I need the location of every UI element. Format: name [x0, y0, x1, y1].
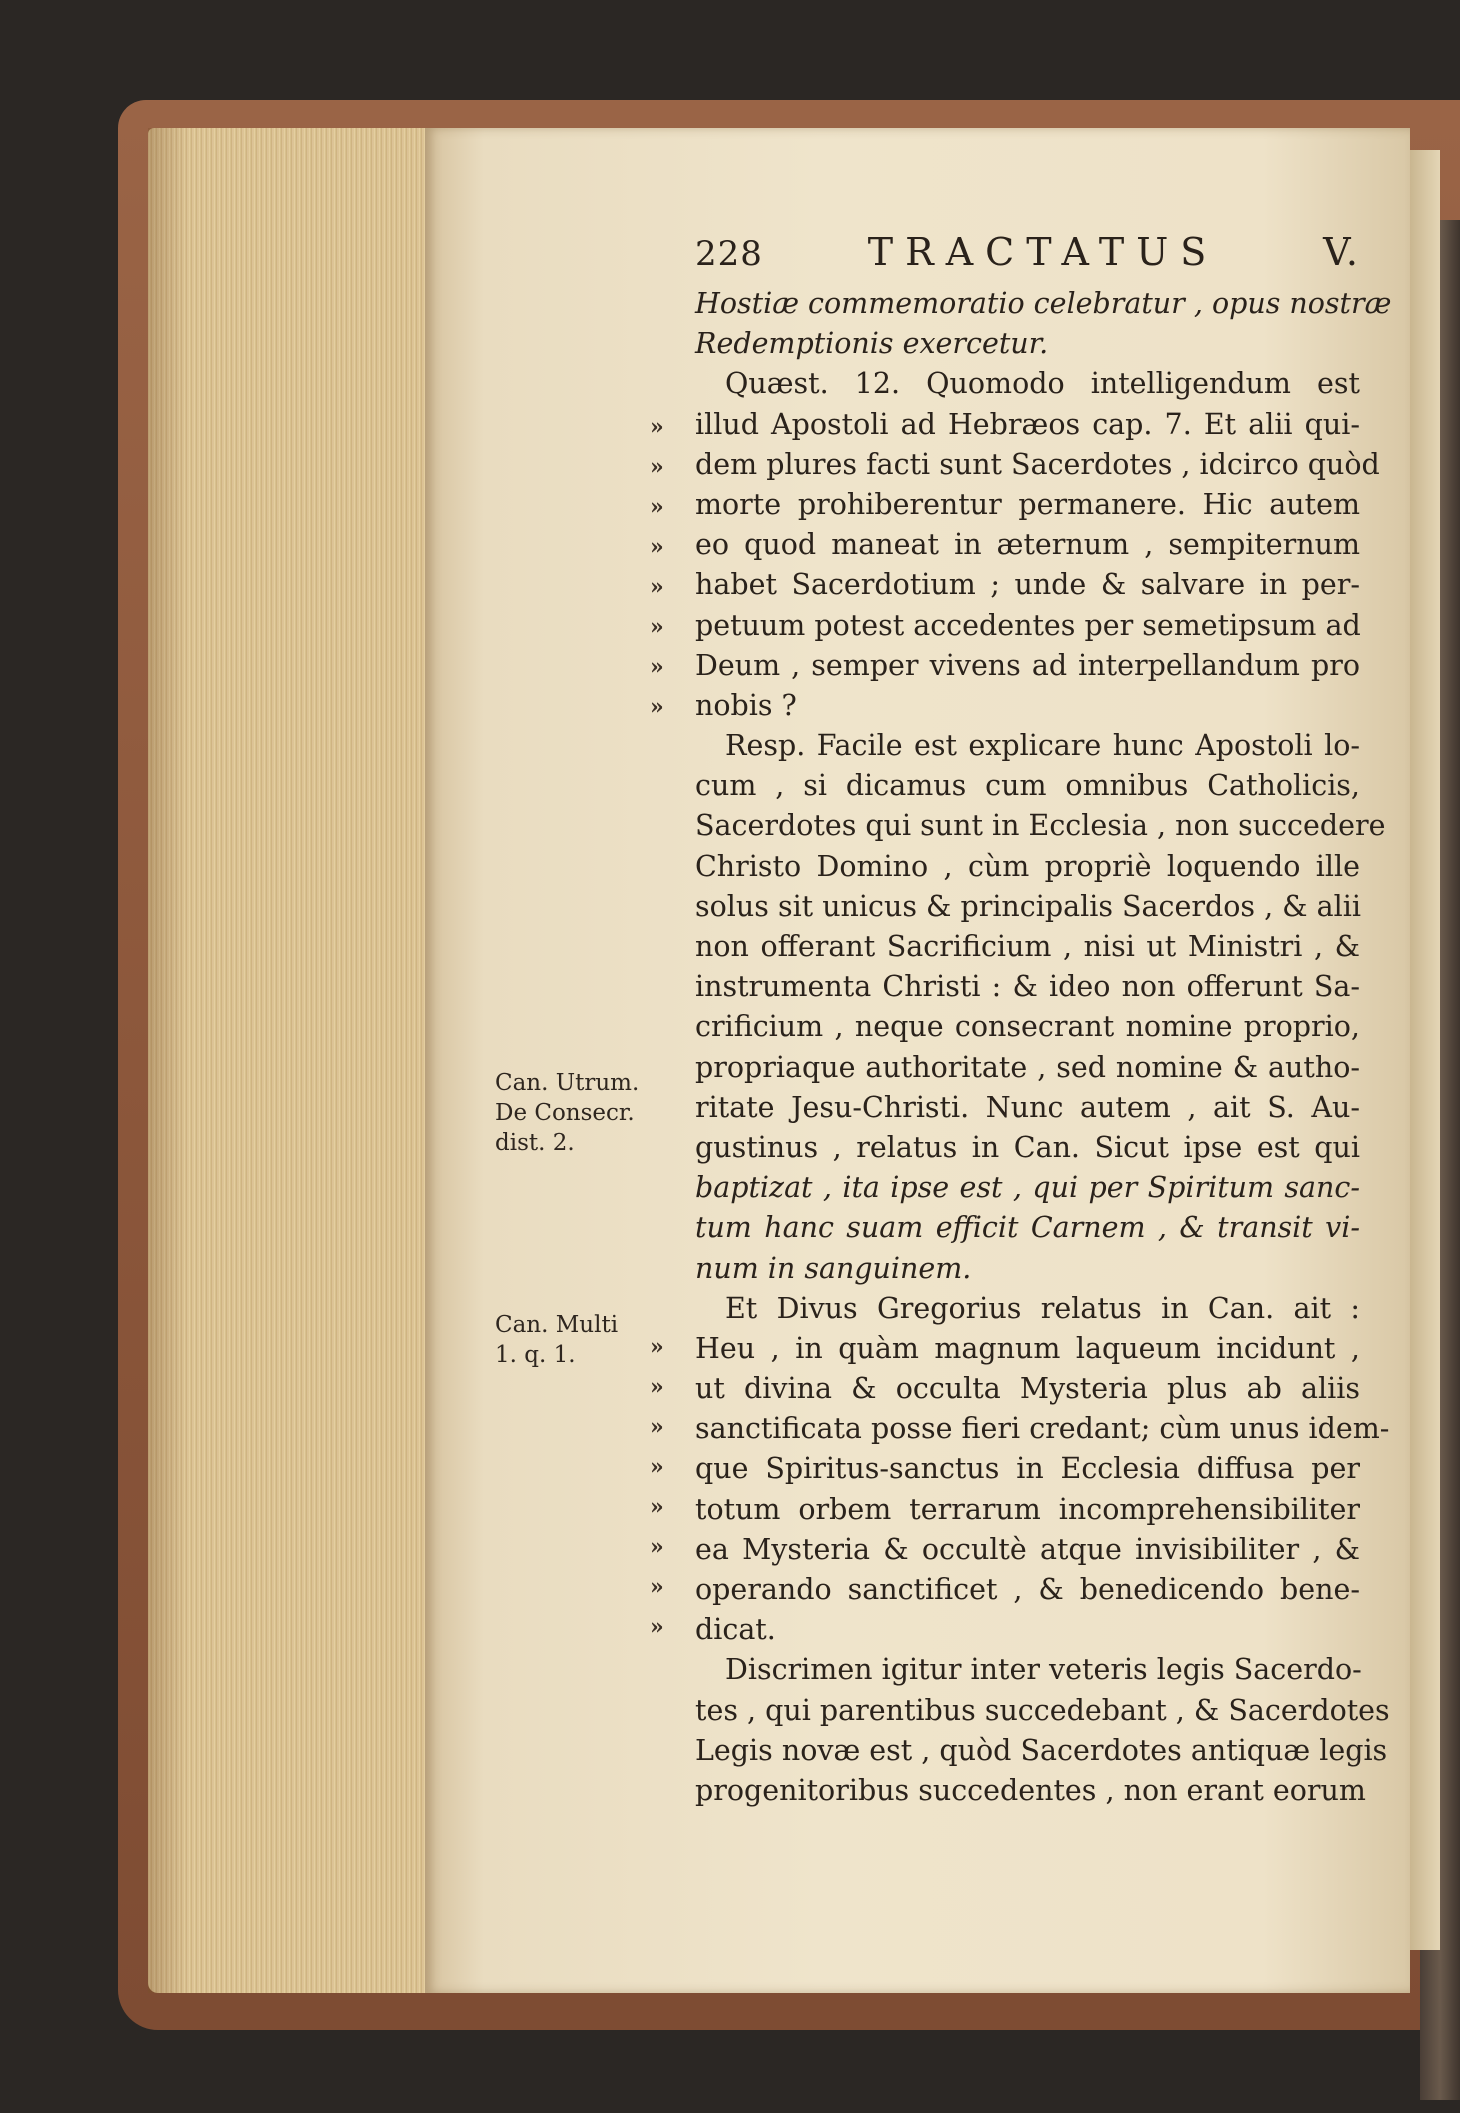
- text-line: illud Apostoli ad Hebræos cap. 7. Et alii qui-: [695, 407, 1360, 441]
- quote-mark: »: [650, 574, 664, 600]
- margin-note-line: dist. 2.: [495, 1130, 575, 1156]
- text-line: cum , si dicamus cum omnibus Catholicis,: [695, 769, 1360, 803]
- text-line: Heu , in quàm magnum laqueum incidunt ,: [695, 1331, 1360, 1365]
- text-line: propriaque authoritate , sed nomine & autho-: [695, 1050, 1360, 1084]
- text-line: habet Sacerdotium ; unde & salvare in per-: [695, 568, 1360, 602]
- quote-mark: »: [650, 694, 664, 720]
- quote-mark: »: [650, 494, 664, 520]
- page-number: 228: [695, 234, 763, 274]
- text-line: instrumenta Christi : & ideo non offerunt Sa-: [695, 970, 1360, 1004]
- margin-note-line: Can. Multi: [495, 1312, 619, 1338]
- text-line: eo quod maneat in æternum , sempiternum: [695, 528, 1360, 562]
- text-line: Christo Domino , cùm propriè loquendo ille: [695, 849, 1360, 883]
- text-line: ut divina & occulta Mysteria plus ab aliis: [695, 1372, 1360, 1406]
- text-line: ritate Jesu-Christi. Nunc autem , ait S. Au-: [695, 1090, 1360, 1124]
- quote-mark: »: [650, 1494, 664, 1520]
- text-line: Quæst. 12. Quomodo intelligendum est: [725, 367, 1360, 401]
- text-line: operando sanctificet , & benedicendo bene-: [695, 1573, 1360, 1606]
- text-line: progenitoribus succedentes , non erant eorum: [695, 1773, 1366, 1807]
- page-edges: [148, 128, 430, 1993]
- text-line: morte prohiberentur permanere. Hic autem: [695, 487, 1360, 521]
- text-line: tum hanc suam efficit Carnem , & transit vi-: [695, 1211, 1360, 1245]
- text-line: dem plures facti sunt Sacerdotes , idcirco quòd: [695, 447, 1380, 481]
- quote-mark: »: [650, 454, 664, 480]
- quote-mark: »: [650, 614, 664, 640]
- margin-note-line: Can. Utrum.: [495, 1070, 640, 1096]
- quote-mark: »: [650, 1614, 664, 1640]
- text-line: tes , qui parentibus succedebant , & Sacerdotes: [695, 1693, 1390, 1727]
- quote-mark: »: [650, 1414, 664, 1440]
- text-line: Hostiæ commemoratio celebratur , opus nostræ: [695, 287, 1392, 320]
- header-volume: V.: [1323, 230, 1360, 274]
- text-line: gustinus , relatus in Can. Sicut ipse est qui: [695, 1130, 1360, 1164]
- text-line: petuum potest accedentes per semetipsum ad: [695, 608, 1361, 642]
- text-line: Sacerdotes qui sunt in Ecclesia , non succedere: [695, 809, 1386, 843]
- text-line: Et Divus Gregorius relatus in Can. ait :: [725, 1291, 1360, 1325]
- page-text: [695, 230, 1392, 1811]
- text-line: non offerant Sacrificium , nisi ut Ministri , &: [695, 930, 1360, 963]
- text-line: Legis novæ est , quòd Sacerdotes antiquæ legis: [695, 1733, 1388, 1767]
- quote-mark: »: [650, 1334, 664, 1360]
- quote-mark: »: [650, 534, 664, 560]
- text-line: totum orbem terrarum incomprehensibiliter: [695, 1492, 1360, 1526]
- text-line: ea Mysteria & occultè atque invisibiliter , &: [695, 1532, 1360, 1566]
- text-line: Redemptionis exercetur.: [695, 327, 1049, 361]
- text-line: crificium , neque consecrant nomine proprio,: [695, 1010, 1360, 1044]
- text-line: solus sit unicus & principalis Sacerdos , & alii: [695, 889, 1361, 923]
- text-line: Discrimen igitur inter veteris legis Sacerdo-: [725, 1653, 1362, 1687]
- quote-mark: »: [650, 1374, 664, 1400]
- page-edges-shadow: [148, 128, 188, 1993]
- text-line: que Spiritus-sanctus in Ecclesia diffusa per: [695, 1452, 1360, 1486]
- margin-note-line: De Consecr.: [495, 1100, 635, 1126]
- facing-page-edge: [1410, 150, 1440, 1950]
- quote-mark: »: [650, 1454, 664, 1480]
- quote-mark: »: [650, 1534, 664, 1560]
- running-header: [695, 230, 1360, 282]
- text-line: Resp. Facile est explicare hunc Apostoli lo-: [725, 729, 1360, 763]
- text-line: sanctificata posse fieri credant; cùm unus idem-: [695, 1412, 1390, 1446]
- text-line: nobis ?: [695, 688, 797, 722]
- quote-mark: »: [650, 414, 664, 440]
- text-line: dicat.: [695, 1613, 776, 1647]
- margin-note-can-utrum: [495, 1068, 639, 1158]
- text-lines: [695, 284, 1392, 1811]
- header-title: TRACTATUS: [867, 230, 1219, 274]
- text-line: Deum , semper vivens ad interpellandum pro: [695, 648, 1360, 682]
- margin-note-line: 1. q. 1.: [495, 1342, 576, 1368]
- text-line: num in sanguinem.: [695, 1251, 972, 1285]
- quote-mark: »: [650, 654, 664, 680]
- text-line: baptizat , ita ipse est , qui per Spiritum sanc-: [695, 1171, 1360, 1205]
- quote-mark: »: [650, 1574, 664, 1600]
- margin-note-can-multi: [495, 1310, 618, 1370]
